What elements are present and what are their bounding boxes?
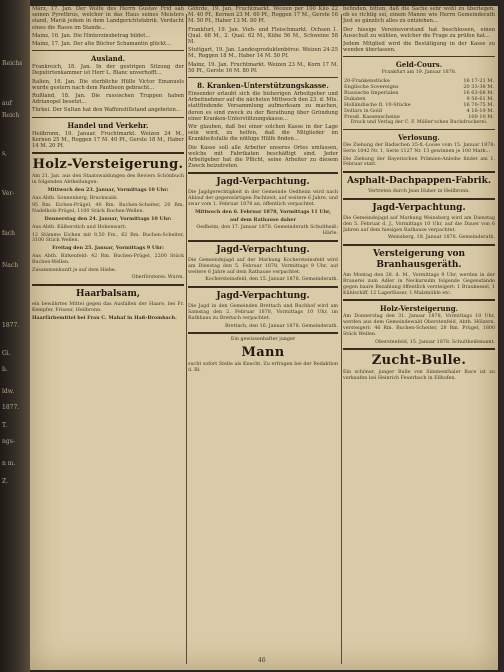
coin-name: Preuß. Kassenscheine — [344, 114, 400, 121]
strip-line: s, — [2, 150, 7, 157]
market-paragraph: Mainz, 19. Jan. Fruchtmarkt. Weizen 23 M., Korn 17 M. 50 Pf., Gerste 16 M. 80 Pf. — [188, 61, 338, 74]
divider — [343, 348, 495, 350]
ad-signature: Brettach, den 16. Januar 1878. Gemeinderath. — [224, 323, 338, 329]
news-paragraph: Mainz, 17. Jan. Der alte Bücher Schamantin glückt... — [32, 41, 172, 48]
news-paragraph: Die Kasse soll alle Arbeiter unseres Ortes umfassen, welche mit Fabrikaten beschäftigt sind. Jeder Arbeitgeber hat die Pflicht, seine Arbeiter zu diesem Zweck beizutreten. — [188, 144, 338, 170]
ad-line: Am Donnerstag den 31. Januar 1878, Vormittags 10 Uhr, werden aus dem Gemeindewald Oberstenfeld, Abth. Hölzern, versteigert: 46 Rm. Buchen-Scheiter, 28 Rm. Prügel, 1800 Stück Wellen. — [343, 314, 495, 337]
ad-title-jagd: Jagd-Verpachtung. — [216, 291, 310, 302]
newspaper-page — [30, 6, 498, 670]
ad-line: Aus Abth. Birkenfeld: 42 Rm. Buchen-Prügel, 2200 Stück Buchen-Wellen. — [32, 254, 184, 265]
strip-line: n m. — [2, 460, 16, 467]
news-paragraph: März, 17. Jan. Der Wolfe des Herrn Gustav Frid sah seinen Pyrethrus, welcher in das Haus seines Meisters stand, Mariä jedem in dem Landgerichtsfabrik. Verdacht eines die Rasse im Stande... — [32, 6, 184, 31]
news-paragraph: Einsender erlaubt sich die bisherigen Arbeitgeber und Arbeitnehmer auf die nächsten Mittwoch den 23. d. Mts. stattfindende Versammlung aufmerksam zu machen, deren es sind zweck zu der Berathung über Gründung einer Kranken-Unterstützungskasse... — [188, 91, 338, 122]
divider — [343, 129, 495, 130]
market-paragraph: Frankfurt, 19. Jan. Vieh- und Fleischmarkt. Ochsen 1. Qual. 68 M., 2. Qual. 62 M., Kühe 56 M., Schweine 58 M. — [188, 26, 338, 46]
column-rule — [341, 14, 342, 664]
divider — [343, 198, 495, 200]
column-rule — [186, 14, 187, 664]
ad-line: ein bewährtes Mittel gegen das Ausfallen der Haare, bei Fr. Kempfer, Friseur, Heilbronn. — [32, 302, 184, 313]
ad-signature: Weinsberg, 18. Januar 1878. Gemeinderath. — [387, 235, 495, 241]
strip-line: T. — [2, 422, 8, 429]
coin-name: Holländische fl. 10-Stücke — [344, 102, 411, 109]
coin-rate: 16 70-75 M. — [463, 102, 494, 109]
news-paragraph: Jedem Mitglied wird die Bestätigung in der Kasse zu wenden überlassen. — [343, 41, 495, 54]
ad-line: Vertreten durch Jean Huber in Heilbronn. — [368, 189, 470, 195]
strip-line: ldw. — [2, 388, 15, 395]
ad-line: Freitag den 25. Januar, Vormittags 9 Uhr: — [52, 245, 164, 252]
strip-line: Z. — [2, 478, 8, 485]
coin-name: Russische Imperialen — [344, 90, 399, 97]
ad-line: Donnerstag den 24. Januar, Vormittags 10 Uhr: — [44, 216, 172, 223]
coin-name: 20-Frankenstücke — [344, 78, 390, 85]
ad-line: Am Montag den 28. d. M., Vormittags 9 Uhr, werden in der Brauerei zum Adler in Neckarsulm folgende Gegenstände gegen baare Bezahlung öffentlich versteigert: 1 Braukessel, 1 Kühlschiff, 12 Lagerfässer, 1 Malzmühle etc. — [343, 273, 495, 296]
ad-title-mann: Mann — [241, 345, 285, 361]
ad-line: Die Jagdgerechtigkeit in der Gemeinde Oedheim wird nach Ablauf der gegenwärtigen Pachtzeit, auf weitere 6 Jahre, und zwar vom 1. Februar 1878 an, öffentlich verpachtet. — [188, 190, 338, 208]
ad-line: sucht sofort Stelle als Knecht. Zu erfragen bei der Redaktion d. Bl. — [188, 362, 338, 374]
ad-title-haarbalsam: Haarbalsam, — [75, 289, 140, 300]
ad-line: Haarfärbemittel bei Frau C. Mahaf in Haß-Brombach. — [32, 314, 177, 321]
ad-title-asphalt: Asphalt-Dachpappen-Fabrik. — [347, 176, 491, 187]
geld-cours-subtitle: Frankfurt am 19. Januar 1878. — [381, 70, 457, 76]
strip-line: auf — [2, 100, 12, 107]
ad-title-zucht-bulle: Zucht-Bulle. — [371, 353, 467, 369]
divider — [32, 50, 184, 51]
ad-line: Die Jagd in den Gemeinden Brettach und Buchhof wird am Samstag den 2. Februar 1878, Vormittags 10 Uhr, im Rathhaus zu Brettach verpachtet. — [188, 304, 338, 321]
ad-line: Am 21. Jan. aus den Staatswaldungen des Reviers Schönbuch in folgenden Abtheilungen: — [32, 174, 184, 186]
ad-title-jagd: Jagd-Verpachtung. — [372, 203, 466, 213]
divider — [32, 152, 184, 154]
page-number: 46 — [258, 657, 266, 664]
news-paragraph: Die Ziehung der Badischen 35-fl.-Loose vom 15. Januar 1878: Serie 1042 Nr. 1, Serie 1127 Nr. 13 gewinnen je 100 Mark... — [343, 143, 495, 154]
ad-signature: Kochersteinsfeld, den 15. Januar 1878. Gemeinderath. — [205, 277, 338, 283]
coin-rate: 100 10 M. — [468, 114, 494, 121]
column-middle — [188, 6, 338, 670]
coin-name: Englische Sovereigns — [344, 84, 399, 91]
ad-title-jagd: Jagd-Verpachtung. — [216, 245, 310, 256]
strip-line: ngs- — [2, 438, 15, 445]
strip-line: Reichs — [2, 60, 23, 67]
section-heading-geld-cours: Geld-Cours. — [395, 60, 443, 70]
divider — [188, 172, 338, 174]
ad-title-brauhaus: Versteigerung von Branhausgeräth. — [372, 249, 466, 271]
ad-title-jagd: Jagd-Verpachtung. — [216, 177, 310, 188]
market-paragraph: Göhrde, 19. Jan. Fruchtmarkt. Weizen per 100 Kilo 22 M. 40 Pf., Kernen 23 M. 60 Pf., Roggen 17 M., Gerste 16 M. 50 Pf., Haber 13 M. 80 Pf. — [188, 6, 338, 25]
geld-cours-table — [343, 78, 495, 120]
column-left — [32, 6, 184, 670]
ad-line: Die Gemeindejagd auf Markung Weinsberg wird am Dienstag den 5. Februar d. J., Vormittags 10 Uhr, auf die Dauer von 6 Jahren auf dem hiesigen Rathause verpachtet. — [343, 216, 495, 233]
column-right — [343, 6, 495, 670]
coin-rate: 4 16-19 M. — [466, 108, 494, 115]
coin-rate: 20 33-38 M. — [463, 84, 494, 91]
news-paragraph: Rußland, 18. Jan. Die russischen Truppen haben Adrianopel besetzt... — [32, 93, 184, 106]
ad-signature: Oberförsterei: Wurm. — [131, 275, 184, 281]
news-paragraph: Frankreich, 18. Jan. In der gestrigen Sitzung der Deputirtenkammer ist Herr L. Blanc unverhofft... — [32, 64, 184, 77]
strip-line: Reich — [2, 112, 20, 119]
ad-title-holz: Holz-Versteigerung. — [379, 304, 459, 314]
ad-line: Aus Abth. Kälberstich und Hohenwart: — [32, 224, 127, 230]
ad-line: Mittwoch den 6. Februar 1878, Vormittags 11 Uhr, — [195, 208, 331, 215]
coin-rate: 16 17-21 M. — [463, 78, 494, 85]
section-heading-ausland: Ausland. — [90, 54, 126, 64]
divider — [188, 77, 338, 78]
adjacent-page-strip — [0, 0, 30, 672]
divider — [343, 244, 495, 246]
divider — [343, 299, 495, 301]
ad-signature: Oberstenfeld, 15. Januar 1878. Schultheißenamt. — [375, 339, 495, 345]
ad-line: Ein gewissenhafter junger — [230, 337, 296, 343]
news-paragraph: Heilbronn, 19. Januar. Fruchtmarkt. Weizen 24 M., Kernen 25 M., Roggen 17 M. 40 Pf., Gerste 18 M., Haber 14 M. 20 Pf. — [32, 130, 184, 150]
ad-line: Ein schöner, junger Bulle von Simmenthaler Race ist zu verkaufen bei Heinrich Feuerbach in Ellhofen. — [343, 370, 495, 382]
ad-line: Zusammenkunft je auf dem Hiebe. — [32, 267, 117, 273]
market-paragraph: Stuttgart, 19. Jan. Landesproduktenbörse. Weizen 24-25 M., Roggen 18 M., Haber 14 M. 50 Pf. — [188, 47, 338, 60]
section-heading-handel: Handel und Verkehr. — [67, 120, 149, 130]
ad-line: 12 Stämme Eichen mit 8,50 Fm., 62 Rm. Buchen-Scheiter, 3100 Stück Wellen. — [32, 232, 184, 244]
news-paragraph: Italien, 16. Jan. Die sterbliche Hülle Victor Emanuels wurde gestern nach dem Pantheon gebracht... — [32, 78, 184, 91]
strip-line: fach — [2, 230, 16, 237]
divider — [32, 284, 184, 286]
divider — [188, 332, 338, 334]
strip-line: Gi. — [2, 350, 11, 357]
news-paragraph: Die Ziehung der Bayerischen Prämien-Anleihe findet am 1. Februar statt. — [343, 156, 495, 168]
coin-name: Dukaten — [344, 96, 366, 103]
news-paragraph: Wir glauben, daß bei einer solchen Kasse in der Lage sein wird, zu helfen, daß die Mitglieder im Krankheitsfalle die nöthige Hülfe finden... — [188, 124, 338, 143]
divider — [343, 171, 495, 173]
ad-line: Die Gemeindejagd auf der Markung Kochersteinsfeld wird am Dienstag den 5. Februar 1878, Vormittags 9 Uhr, auf weitere 6 Jahre auf dem Rathause verpachtet. — [188, 258, 338, 275]
coin-rate: 9 56-61 M. — [466, 96, 494, 103]
strip-line: h. — [2, 366, 8, 373]
strip-line: 1877. — [2, 322, 20, 329]
section-heading-kranken: 8. Kranken-Unterstützungskasse. — [197, 81, 329, 91]
strip-line: 1877. — [2, 404, 20, 411]
section-heading-verlosung: Verlosung. — [398, 133, 440, 143]
strip-line: Ver- — [2, 190, 15, 197]
coin-name: Dollars in Gold — [344, 108, 382, 115]
ad-signature: Oedheim, den 17. Januar 1878. Gemeinderath Schultheiß: Härle. — [196, 225, 338, 237]
ad-line: 95 Rm. Eichen-Prügel, 40 Rm. Buchen-Scheiter, 20 Rm. Nadelholz-Prügel, 1100 Stück Buchen-Wellen. — [32, 203, 184, 215]
divider — [32, 117, 184, 118]
ad-line: Mittwoch den 23. Januar, Vormittags 10 Uhr: — [47, 186, 169, 193]
divider — [343, 56, 495, 57]
ad-title-holz-versteigerung: Holz-Versteigerung. — [32, 157, 184, 173]
news-paragraph: Türkei. Der Sultan hat den Waffenstillstand angeboten... — [32, 107, 181, 114]
strip-line: Nach — [2, 262, 19, 269]
news-paragraph: befinden, bitten, daß die Sache sehr wohl zu überlegen, ob es richtig sei, einem Manne wie Herrn Gemeinderath Jost so gänzlich alles zu entziehen... — [343, 6, 495, 25]
news-paragraph: Mainz, 16. Jan. Die Hinterzinsbetrag bildet... — [32, 32, 151, 39]
divider — [188, 286, 338, 288]
ad-line: auf dem Rathause daher — [230, 216, 296, 223]
imprint-note: Druck und Verlag der C. F. Müller'schen Buchdruckerei. — [350, 120, 488, 126]
ad-line: Aus Abth. Sonnenberg, Bruckwald: — [32, 195, 118, 201]
divider — [188, 240, 338, 242]
news-paragraph: Der hiesige Vereinsvorstand hat beschlossen, einen Ausschuß zu wählen, welcher die Frage zu prüfen hat... — [343, 26, 495, 39]
coin-rate: 16 63-68 M. — [463, 90, 494, 97]
